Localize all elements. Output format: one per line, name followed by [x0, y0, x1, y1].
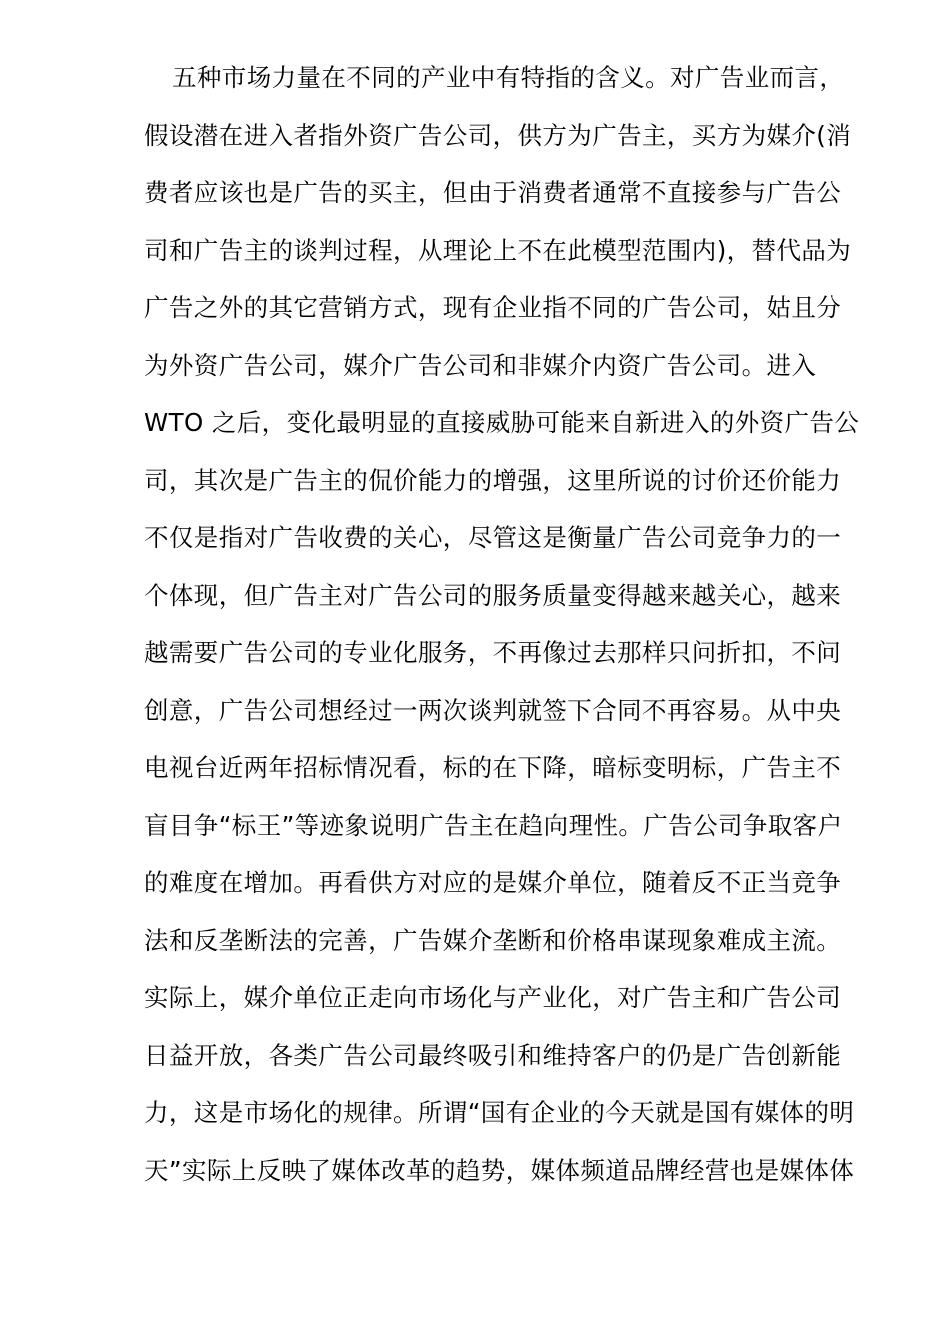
paragraph-line-5: 广告之外的其它营销方式，现有企业指不同的广告公司，姑且分 [144, 293, 842, 322]
paragraph-line-17: 实际上，媒介单位正走向市场化与产业化，对广告主和广告公司 [144, 983, 842, 1012]
paragraph-line-3: 费者应该也是广告的买主，但由于消费者通常不直接参与广告公 [144, 178, 842, 207]
paragraph-line-19: 力，这是市场化的规律。所谓“国有企业的今天就是国有媒体的明 [144, 1098, 855, 1127]
paragraph-line-13: 电视台近两年招标情况看，标的在下降，暗标变明标，广告主不 [144, 753, 842, 782]
paragraph-line-2: 假设潜在进入者指外资广告公司，供方为广告主，买方为媒介(消 [144, 120, 852, 150]
paragraph-line-4: 司和广告主的谈判过程，从理论上不在此模型范围内)，替代品为 [144, 235, 852, 265]
paragraph-line-6: 为外资广告公司，媒介广告公司和非媒介内资广告公司。进入 [144, 350, 817, 380]
paragraph-line-1: 五种市场力量在不同的产业中有特指的含义。对广告业而言， [172, 63, 845, 92]
paragraph-line-14: 盲目争“标王”等迹象说明广告主在趋向理性。广告公司争取客户 [144, 810, 843, 840]
body-paragraph [144, 56, 884, 1206]
paragraph-line-9: 不仅是指对广告收费的关心，尽管这是衡量广告公司竞争力的一 [144, 523, 842, 552]
paragraph-line-16: 法和反垄断法的完善，广告媒介垄断和价格串谋现象难成主流。 [144, 925, 842, 955]
paragraph-line-8: 司，其次是广告主的侃价能力的增强，这里所说的讨价还价能力 [144, 465, 842, 495]
paragraph-line-7: WTO 之后，变化最明显的直接威胁可能来自新进入的外资广告公 [144, 408, 860, 437]
paragraph-line-20: 天”实际上反映了媒体改革的趋势，媒体频道品牌经营也是媒体体 [144, 1155, 855, 1185]
paragraph-line-18: 日益开放，各类广告公司最终吸引和维持客户的仍是广告创新能 [144, 1040, 842, 1070]
paragraph-line-10: 个体现，但广告主对广告公司的服务质量变得越来越关心，越来 [144, 580, 842, 610]
paragraph-line-12: 创意，广告公司想经过一两次谈判就签下合同不再容易。从中央 [144, 695, 842, 725]
paragraph-line-11: 越需要广告公司的专业化服务，不再像过去那样只问折扣，不问 [144, 638, 842, 667]
paragraph-line-15: 的难度在增加。再看供方对应的是媒介单位，随着反不正当竞争 [144, 868, 842, 897]
